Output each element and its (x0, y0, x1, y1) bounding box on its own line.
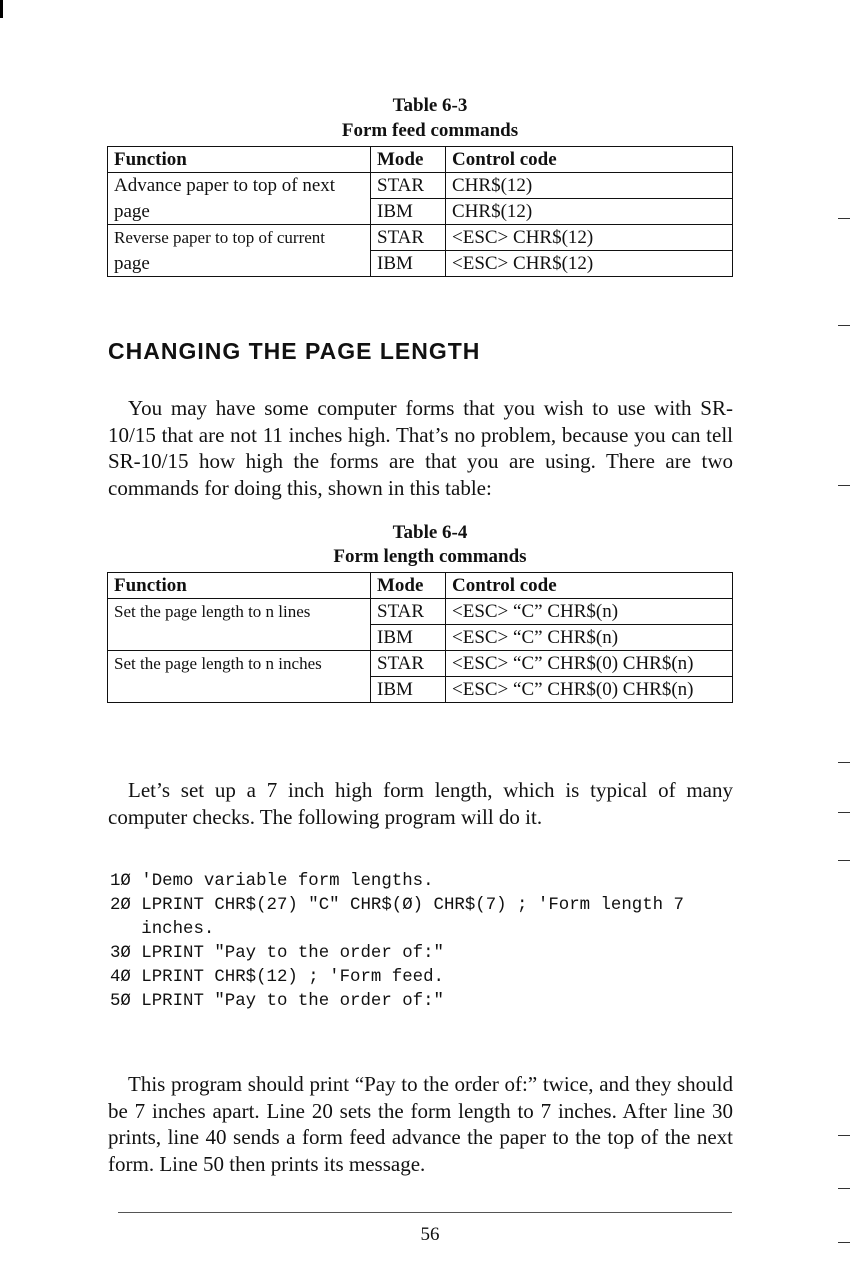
code-line: 1Ø 'Demo variable form lengths. (110, 872, 434, 891)
row-control-code: CHR$(12) (446, 199, 733, 225)
row-function: page (108, 251, 371, 277)
code-line: 5Ø LPRINT "Pay to the order of:" (110, 992, 444, 1011)
code-line: 2Ø LPRINT CHR$(27) "C" CHR$(Ø) CHR$(7) ; 'Form length 7 (110, 896, 684, 915)
table-row (108, 251, 733, 277)
table-caption-number: Table 6-4 (392, 522, 468, 543)
margin-mark (838, 325, 850, 326)
header-mode: Mode (371, 147, 446, 173)
row-mode: IBM (371, 251, 446, 277)
row-function: Reverse paper to top of current (108, 225, 371, 251)
row-function: page (108, 199, 371, 225)
table-caption-title: Form length commands (333, 546, 527, 567)
row-function: Set the page length to n inches (108, 651, 371, 677)
page-number: 56 (420, 1224, 440, 1245)
row-control-code: <ESC> “C” CHR$(n) (446, 599, 733, 625)
margin-mark (838, 812, 850, 813)
code-line: inches. (110, 920, 215, 939)
row-mode: IBM (371, 677, 446, 703)
margin-mark (838, 1242, 850, 1243)
row-function (108, 625, 371, 651)
margin-mark (838, 762, 850, 763)
row-mode: STAR (371, 225, 446, 251)
form-length-table (107, 572, 733, 703)
row-function: Advance paper to top of next (108, 173, 371, 199)
row-function (108, 677, 371, 703)
header-control-code: Control code (446, 147, 733, 173)
margin-mark (838, 860, 850, 861)
margin-mark (838, 1135, 850, 1136)
table-row (108, 625, 733, 651)
row-mode: STAR (371, 651, 446, 677)
form-feed-table (107, 146, 733, 277)
header-function: Function (108, 573, 371, 599)
header-function: Function (108, 147, 371, 173)
row-control-code: <ESC> “C” CHR$(0) CHR$(n) (446, 651, 733, 677)
table-row (108, 225, 733, 251)
intro-paragraph: You may have some computer forms that you wish to use with SR-10/15 that are not 11 inches high. That’s no problem, because you can tell SR-10/15 how high the forms are that you are using. There are two commands for doing this, shown in this table: (108, 396, 733, 500)
table-header-row (108, 147, 733, 173)
row-control-code: <ESC> “C” CHR$(0) CHR$(n) (446, 677, 733, 703)
code-line: 4Ø LPRINT CHR$(12) ; 'Form feed. (110, 968, 444, 987)
table-caption-number: Table 6-3 (392, 95, 468, 116)
table-row (108, 651, 733, 677)
row-mode: STAR (371, 173, 446, 199)
table-header-row (108, 573, 733, 599)
row-control-code: <ESC> CHR$(12) (446, 251, 733, 277)
margin-mark (838, 485, 850, 486)
row-control-code: <ESC> CHR$(12) (446, 225, 733, 251)
table-row (108, 173, 733, 199)
section-heading: CHANGING THE PAGE LENGTH (108, 338, 481, 364)
basic-program-listing (110, 870, 684, 1014)
code-line: 3Ø LPRINT "Pay to the order of:" (110, 944, 444, 963)
margin-mark (838, 218, 850, 219)
row-mode: IBM (371, 625, 446, 651)
row-mode: IBM (371, 199, 446, 225)
row-function: Set the page length to n lines (108, 599, 371, 625)
table-row (108, 199, 733, 225)
row-control-code: <ESC> “C” CHR$(n) (446, 625, 733, 651)
margin-mark (838, 1188, 850, 1189)
scan-edge-mark (0, 0, 3, 18)
table-caption-title: Form feed commands (341, 120, 519, 141)
footer-rule (118, 1212, 732, 1213)
setup-paragraph: Let’s set up a 7 inch high form length, which is typical of many computer checks. The following program will do it. (108, 778, 733, 829)
table-row (108, 599, 733, 625)
row-mode: STAR (371, 599, 446, 625)
row-control-code: CHR$(12) (446, 173, 733, 199)
header-mode: Mode (371, 573, 446, 599)
explanation-paragraph: This program should print “Pay to the order of:” twice, and they should be 7 inches apart. Line 20 sets the form length to 7 inches. After line 30 prints, line 40 sends a form feed advance the paper to the top of the next form. Line 50 then prints its message. (108, 1072, 733, 1176)
header-control-code: Control code (446, 573, 733, 599)
table-row (108, 677, 733, 703)
